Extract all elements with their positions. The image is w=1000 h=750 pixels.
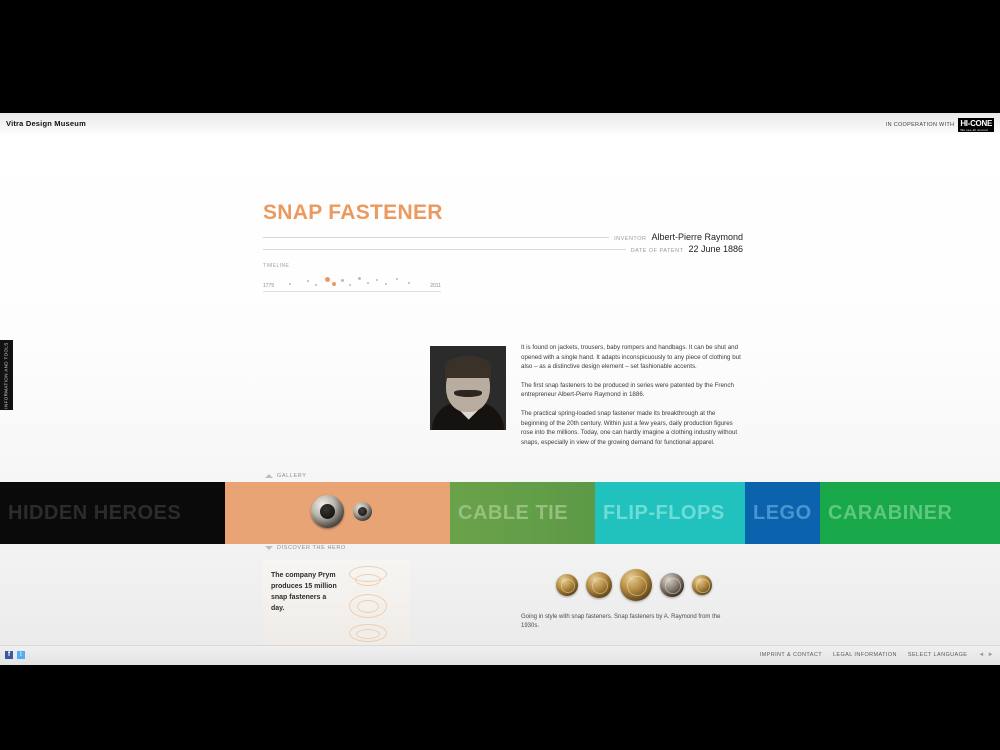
strip-tile-label: HIDDEN HEROES (8, 501, 182, 524)
chevron-up-icon (265, 474, 273, 478)
snap-outline-icon (357, 600, 379, 613)
article-paragraph: It is found on jackets, trousers, baby rompers and handbags. It can be shut and opened with a single hand. It adapts inconspicuously to any piece of clothing but also – as a distinctive design element – set fashionable accents. (521, 344, 741, 371)
site-title: Vitra Design Museum (6, 119, 86, 128)
site-footer (0, 645, 1000, 666)
partner-logo-subtext: We see all around (960, 128, 988, 132)
timeline-dot[interactable] (367, 282, 369, 284)
gallery-thumbnail[interactable] (660, 573, 684, 597)
strip-tile-label: CABLE TIE (458, 501, 569, 524)
portrait-moustache-shape (454, 390, 482, 397)
gallery-toggle[interactable] (265, 473, 306, 479)
partner-logo-text: HI-CONE (960, 119, 992, 128)
snap-fastener-large-image (311, 495, 344, 528)
strip-tile-cable-tie[interactable] (450, 482, 595, 544)
arrow-right-icon[interactable]: ► (987, 652, 994, 658)
fact-card-text: The company Prym produces 15 million snap fasteners a day. (271, 572, 337, 612)
timeline-dot[interactable] (408, 282, 410, 284)
discover-toggle-label: DISCOVER THE HERO (277, 545, 346, 551)
fact-card[interactable] (263, 560, 410, 652)
portrait-hair-shape (445, 356, 491, 378)
footer-link-legal[interactable]: LEGAL INFORMATION (832, 652, 897, 658)
patent-row (263, 244, 743, 254)
gallery-thumbnail[interactable] (586, 572, 612, 598)
snap-fastener-small-image (353, 502, 372, 521)
timeline-track[interactable] (263, 271, 441, 292)
inventor-row (263, 232, 743, 242)
main-stage (0, 136, 1000, 660)
footer-arrows (978, 652, 994, 658)
cooperation-label: IN COOPERATION WITH (885, 122, 955, 128)
timeline-dot[interactable] (358, 277, 361, 280)
strip-tile-label: LEGO (753, 501, 812, 524)
snap-outline-icon (355, 574, 381, 586)
gallery-thumbnail[interactable] (620, 569, 652, 601)
timeline-dot[interactable] (315, 284, 317, 286)
article-body (521, 343, 743, 456)
site-header (0, 113, 1000, 137)
timeline-start-year: 1775 (263, 283, 275, 289)
inventor-value: Albert-Pierre Raymond (651, 232, 743, 242)
timeline-dot[interactable] (396, 278, 398, 280)
meta-rule (263, 249, 626, 250)
strip-tile-flip-flops[interactable] (595, 482, 745, 544)
timeline-dot-active[interactable] (325, 277, 330, 282)
twitter-icon[interactable]: t (17, 651, 25, 659)
patent-value: 22 June 1886 (688, 244, 743, 254)
timeline-dot-active[interactable] (332, 282, 336, 286)
social-links (5, 651, 25, 659)
timeline[interactable] (263, 263, 441, 292)
strip-tile-lego[interactable] (745, 482, 820, 544)
partner-logo[interactable] (958, 118, 994, 132)
hero-strip (0, 482, 1000, 544)
meta-rule (263, 237, 609, 238)
footer-link-language[interactable]: SELECT LANGUAGE (907, 652, 968, 658)
gallery-toggle-label: GALLERY (277, 473, 307, 479)
gallery-thumbnail[interactable] (556, 574, 578, 596)
timeline-dot[interactable] (307, 280, 309, 282)
inventor-portrait (430, 346, 506, 430)
article-block (263, 202, 743, 292)
discover-the-hero-toggle[interactable] (265, 545, 346, 551)
strip-tile-label: CARABINER (828, 501, 953, 524)
gallery-thumbnails (556, 569, 716, 601)
letterbox-bottom (0, 665, 1000, 750)
timeline-dot[interactable] (385, 283, 387, 285)
chevron-down-icon (265, 546, 273, 550)
gallery-caption: Going in style with snap fasteners. Snap fasteners by A. Raymond from the 1930s. (521, 614, 721, 629)
gallery-thumbnail[interactable] (692, 575, 712, 595)
cooperation-block (886, 118, 994, 132)
strip-tile-snap-fastener[interactable] (225, 482, 450, 544)
snap-outline-icon (356, 629, 380, 639)
article-paragraph: The practical spring-loaded snap fastener made its breakthrough at the beginning of the 20th century. Within just a few years, daily production figures rose into the millions. Today, one can hardly imagine a clothing industry without snaps, especially in view of the growing demand for functional apparel. (521, 409, 738, 446)
arrow-left-icon[interactable]: ◄ (978, 652, 985, 658)
strip-tile-hidden-heroes[interactable] (0, 482, 225, 544)
facebook-icon[interactable]: f (5, 651, 13, 659)
patent-key: DATE OF PATENT (630, 248, 684, 254)
strip-tile-carabiner[interactable] (820, 482, 1000, 544)
timeline-dot[interactable] (289, 283, 291, 285)
information-and-tools-tab[interactable] (0, 340, 13, 410)
footer-link-imprint[interactable]: IMPRINT & CONTACT (759, 652, 822, 658)
timeline-dot[interactable] (376, 279, 378, 281)
information-and-tools-label: INFORMATION AND TOOLS (4, 341, 10, 409)
inventor-key: INVENTOR (614, 236, 647, 242)
timeline-dot[interactable] (341, 279, 344, 282)
strip-tile-label: FLIP-FLOPS (603, 501, 725, 524)
page-title: SNAP FASTENER (263, 201, 443, 224)
timeline-dot[interactable] (349, 284, 351, 286)
letterbox-top (0, 0, 1000, 113)
footer-links (760, 652, 994, 658)
article-paragraph: The first snap fasteners to be produced in series were patented by the French entrepreneur Albert-Pierre Raymond in 1886. (521, 381, 734, 399)
timeline-end-year: 2011 (430, 283, 441, 289)
timeline-label: TIMELINE (263, 263, 290, 269)
